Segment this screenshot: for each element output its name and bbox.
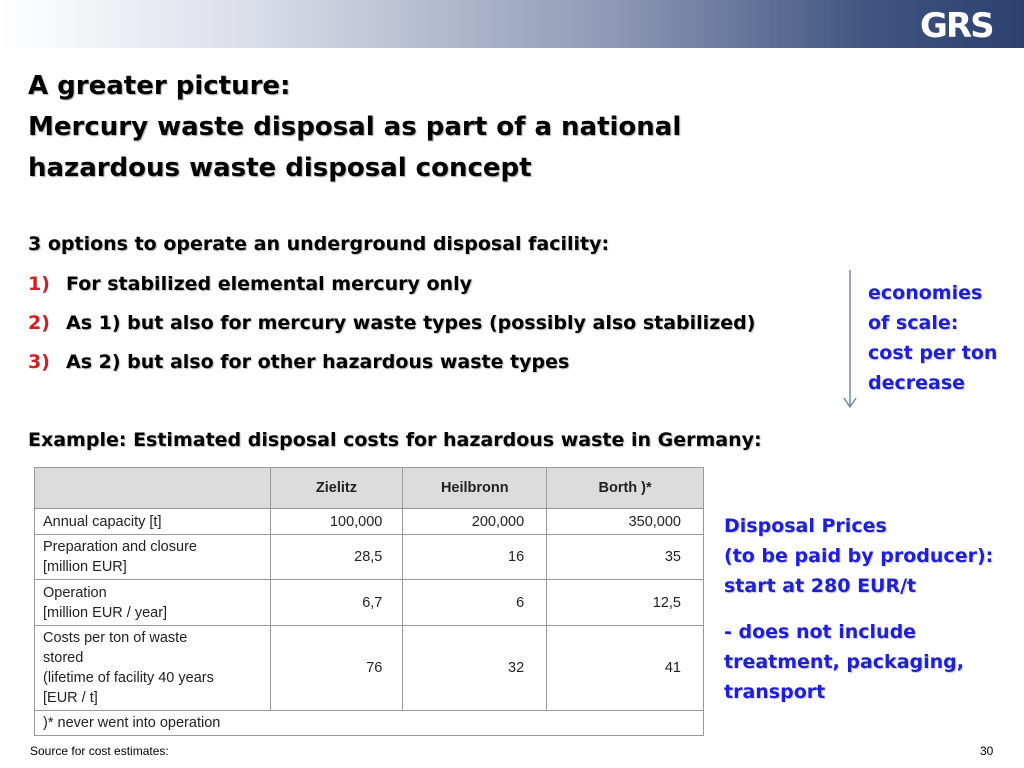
table-cell: 16 xyxy=(403,535,547,580)
title-line-1: A greater picture: xyxy=(28,71,291,101)
economies-line-4: decrease xyxy=(868,372,966,394)
option-3-text: As 2) but also for other hazardous waste types xyxy=(66,351,570,373)
row-label-line: Annual capacity [t] xyxy=(43,513,162,530)
row-label-line: [million EUR / year] xyxy=(43,604,168,621)
table-header-borth: Borth )* xyxy=(547,468,704,509)
page-number: 30 xyxy=(980,744,994,758)
table-cell: 41 xyxy=(547,626,704,711)
table-header-row xyxy=(35,468,704,509)
option-1 xyxy=(28,273,472,295)
table-cell: 76 xyxy=(270,626,403,711)
title-line-3: hazardous waste disposal concept xyxy=(28,153,532,183)
table-cell: 200,000 xyxy=(403,509,547,535)
option-1-text: For stabilized elemental mercury only xyxy=(66,273,472,295)
table-row xyxy=(35,535,704,580)
table-cell: 350,000 xyxy=(547,509,704,535)
prices-line-2: (to be paid by producer): xyxy=(724,545,994,567)
table-footnote-row xyxy=(35,711,704,736)
prices-line-4: - does not include xyxy=(724,621,917,643)
title-line-2: Mercury waste disposal as part of a national xyxy=(28,112,682,142)
row-label-line: Costs per ton of waste xyxy=(43,630,188,646)
prices-line-5: treatment, packaging, xyxy=(724,651,964,673)
table-header-heilbronn: Heilbronn xyxy=(403,468,547,509)
option-3-number: 3) xyxy=(28,351,50,373)
economies-line-3: cost per ton xyxy=(868,342,998,364)
table-header-zielitz: Zielitz xyxy=(270,468,403,509)
grs-logo xyxy=(916,4,1006,44)
economies-line-1: economies xyxy=(868,282,983,304)
table-row xyxy=(35,626,704,711)
option-3 xyxy=(28,351,569,373)
table-row xyxy=(35,509,704,535)
option-2-text: As 1) but also for mercury waste types (possibly also stabilized) xyxy=(66,312,756,334)
row-label xyxy=(35,509,271,535)
row-label-line: stored xyxy=(43,650,84,666)
economies-line-2: of scale: xyxy=(868,312,959,334)
row-label-line: Operation xyxy=(43,584,107,601)
table-cell: 6 xyxy=(403,580,547,626)
option-1-number: 1) xyxy=(28,273,50,295)
prices-line-1: Disposal Prices xyxy=(724,515,887,537)
table-cell: 35 xyxy=(547,535,704,580)
disposal-prices-note xyxy=(724,511,993,707)
row-label xyxy=(35,535,271,580)
row-label-line: Preparation and closure xyxy=(43,539,197,555)
table-cell: 12,5 xyxy=(547,580,704,626)
table-header-blank xyxy=(35,468,271,509)
source-footer: Source for cost estimates: xyxy=(30,744,169,758)
prices-spacer xyxy=(724,601,993,617)
table-cell: 32 xyxy=(403,626,547,711)
row-label-line: (lifetime of facility 40 years xyxy=(43,670,214,686)
row-label-line: [EUR / t] xyxy=(43,690,98,706)
options-intro: 3 options to operate an underground disposal facility: xyxy=(28,233,610,255)
economies-of-scale-note xyxy=(868,278,997,398)
option-2 xyxy=(28,312,755,334)
option-2-number: 2) xyxy=(28,312,50,334)
row-label xyxy=(35,580,271,626)
prices-line-3: start at 280 EUR/t xyxy=(724,575,917,597)
header-banner xyxy=(0,0,1024,48)
table-cell: 100,000 xyxy=(270,509,403,535)
table-cell: 28,5 xyxy=(270,535,403,580)
prices-line-6: transport xyxy=(724,681,826,703)
example-heading: Example: Estimated disposal costs for hazardous waste in Germany: xyxy=(28,429,762,451)
table-footnote: )* never went into operation xyxy=(35,711,704,736)
table-cell: 6,7 xyxy=(270,580,403,626)
disposal-cost-table xyxy=(34,467,704,736)
down-arrow-icon xyxy=(842,270,858,410)
svg-text:GRS: GRS xyxy=(920,6,993,44)
slide-title xyxy=(28,66,788,189)
row-label-line: [million EUR] xyxy=(43,559,127,575)
row-label xyxy=(35,626,271,711)
table-row xyxy=(35,580,704,626)
